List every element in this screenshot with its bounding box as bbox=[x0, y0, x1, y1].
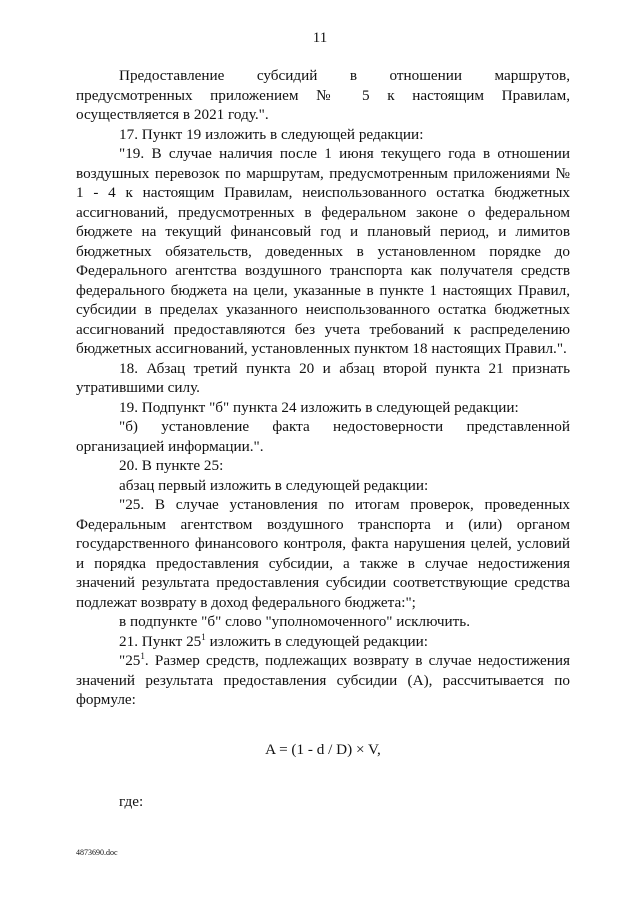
item-21-text-b: изложить в следующей редакции: bbox=[205, 632, 428, 650]
page-number: 11 bbox=[312, 30, 328, 46]
paragraph-item-18: 18. Абзац третий пункта 20 и абзац второй пункта 21 признать утратившими силу. bbox=[76, 359, 570, 396]
paragraph-abzac-first: абзац первый изложить в следующей редакции: bbox=[119, 476, 429, 494]
where-label: где: bbox=[119, 793, 144, 810]
item-25-1-superscript: 1 bbox=[140, 650, 145, 661]
doc-code: 4873690.doc bbox=[76, 848, 118, 857]
paragraph-item-19-text: "19. В случае наличия после 1 июня текущего года в отношении воздушных перевозок по маршрутам, предусмотренным приложениями № 1 - 4 к настоящим Правилам, неиспользованного остатка бюджетных ассигнований, предусмотренных в федеральном законе о федеральном бюджете на текущий финансовый год и плановый период, и лимитов бюджетных обязательств, доведенных в установленном порядке до Федерального агентства воздушного транспорта как получателя средств федерального бюджета на цели, указанные в пункте 1 настоящих Правил, субсидии в пределах указанного неиспользованного остатка бюджетных ассигнований предоставляются без учета требований к распределению бюджетных ассигнований, установленных пунктом 18 настоящих Правил.". bbox=[76, 145, 570, 357]
document-body bbox=[76, 66, 570, 812]
formula: A = (1 - d / D) × V, bbox=[265, 740, 381, 758]
paragraph-subitem-b-word: в подпункте "б" слово "уполномоченного" исключить. bbox=[119, 613, 471, 630]
paragraph-item-25-1-text bbox=[76, 651, 570, 710]
item-25-1-text-a: "25 bbox=[119, 652, 141, 669]
paragraph-item-20: 20. В пункте 25: bbox=[119, 457, 224, 474]
paragraph-item-21 bbox=[76, 632, 570, 652]
paragraph-1-line-3: осуществляется в 2021 году.". bbox=[76, 106, 269, 123]
item-21-text-a: 21. Пункт 25 bbox=[119, 632, 202, 650]
paragraph-1-line-2: предусмотренных приложением № 5 к настоящим Правилам, bbox=[76, 86, 570, 104]
paragraph-item-17: 17. Пункт 19 изложить в следующей редакции: bbox=[119, 125, 424, 143]
paragraph-item-19: 19. Подпункт "б" пункта 24 изложить в следующей редакции: bbox=[119, 398, 519, 416]
item-21-superscript: 1 bbox=[201, 631, 206, 642]
paragraph-item-25-text: "25. В случае установления по итогам проверок, проведенных Федеральным агентством воздушного транспорта и (или) органом государственного финансового контроля, факта нарушения целей, условий и порядка предоставления субсидии, а также в случае недостижения значений результата предоставления субсидии соответствующие средства подлежат возврату в доход федерального бюджета:"; bbox=[76, 496, 570, 611]
paragraph-1-line-1: Предоставление субсидий в отношении маршрутов, bbox=[119, 67, 570, 84]
paragraph-subitem-b: "б) установление факта недостоверности представленной организацией информации.". bbox=[76, 418, 570, 455]
item-25-1-text-b: . Размер средств, подлежащих возврату в случае недостижения значений результата предоставления субсидии (А), рассчитывается по формуле: bbox=[76, 652, 570, 708]
